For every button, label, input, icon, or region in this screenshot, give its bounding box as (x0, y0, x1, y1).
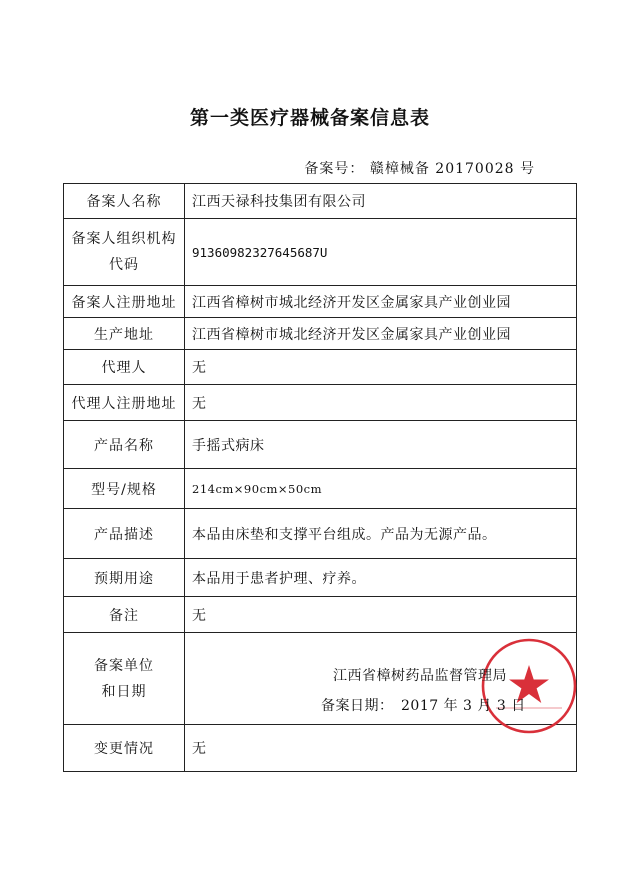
row-label-line: 备案单位 (94, 657, 154, 674)
row-label-line: 备案人组织机构 (71, 231, 177, 247)
row-value: 江西天禄科技集团有限公司 (185, 184, 577, 219)
row-label: 代理人 (64, 350, 185, 385)
table-row (64, 350, 577, 385)
official-seal (479, 636, 579, 736)
filing-unit-cell (185, 633, 577, 725)
row-label: 变更情况 (64, 725, 185, 772)
table-row (64, 559, 577, 597)
row-label: 生产地址 (64, 318, 185, 350)
row-label-line: 代码 (109, 257, 139, 273)
row-value: 无 (185, 725, 577, 772)
table-row (64, 318, 577, 350)
row-value: 江西省樟树市城北经济开发区金属家具产业创业园 (185, 286, 577, 318)
table-row (64, 509, 577, 559)
row-value: 91360982327645687U (185, 219, 577, 286)
row-label: 代理人注册地址 (64, 385, 185, 421)
filing-unit-name: 江西省樟树药品监督管理局 (333, 668, 507, 684)
table-row (64, 219, 577, 286)
row-value: 江西省樟树市城北经济开发区金属家具产业创业园 (185, 318, 577, 350)
row-label-line: 和日期 (101, 683, 147, 700)
record-table (63, 183, 577, 772)
row-value: 手摇式病床 (185, 421, 577, 469)
page-title: 第一类医疗器械备案信息表 (189, 107, 430, 129)
row-value: 本品用于患者护理、疗养。 (185, 559, 577, 597)
table-row (64, 469, 577, 509)
table-row (64, 286, 577, 318)
row-label: 备案人名称 (64, 184, 185, 219)
row-value: 无 (185, 350, 577, 385)
row-label: 备案人注册地址 (64, 286, 185, 318)
table-row (64, 633, 577, 725)
table-row (64, 184, 577, 219)
row-value: 本品由床垫和支撑平台组成。产品为无源产品。 (185, 509, 577, 559)
row-label: 型号/规格 (64, 469, 185, 509)
row-label (64, 219, 185, 286)
table-row (64, 597, 577, 633)
record-number: 备案号： 赣樟械备 20170028 号 (304, 161, 535, 177)
row-value: 无 (185, 385, 577, 421)
row-value: 无 (185, 597, 577, 633)
table-row (64, 421, 577, 469)
row-value: 214cm×90cm×50cm (185, 469, 577, 509)
row-label: 产品描述 (64, 509, 185, 559)
row-label (64, 633, 185, 725)
filing-date: 备案日期： 2017 年 3 月 3 日 (321, 698, 526, 714)
table-row (64, 385, 577, 421)
row-label: 备注 (64, 597, 185, 633)
row-label: 产品名称 (64, 421, 185, 469)
row-label: 预期用途 (64, 559, 185, 597)
